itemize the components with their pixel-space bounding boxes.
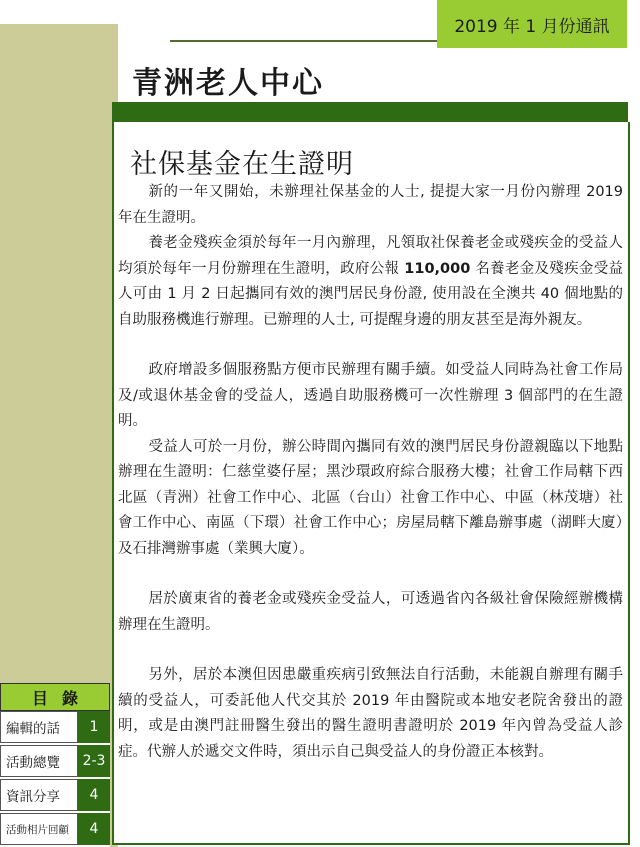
- header-band: [112, 102, 628, 122]
- toc-item-page: 1: [78, 711, 110, 743]
- toc-heading: 目錄: [0, 683, 110, 711]
- toc-item-page: 2-3: [78, 745, 110, 777]
- beneficiary-count: 110,000: [404, 260, 471, 277]
- toc-item[interactable]: [0, 779, 110, 813]
- article-paragraph: 新的一年又開始，未辦理社保基金的人士, 提提大家一月份內辦理 2019 年在生證明。: [118, 184, 623, 226]
- toc-item-page: 4: [78, 813, 110, 845]
- toc-item[interactable]: [0, 711, 110, 745]
- toc-item[interactable]: [0, 813, 110, 847]
- article-paragraph: 養老金殘疾金須於每年一月內辦理，凡領取社保養老金或殘疾金的受益人均須於每年一月份辦理在生證明，政府公報 110,000 名養老金及殘疾金受益人可由 1 月 2 日起攜同有效的澳門居民身份證, 使用設在全澳共 40 個地點的自助服務機進行辦理。已辦理的人士, 可提醒身邊的朋友甚至是海外親友。: [118, 235, 623, 328]
- organization-title: 青洲老人中心: [132, 66, 324, 101]
- article-paragraph: 政府增設多個服務點方便市民辦理有關手續。如受益人同時為社會工作局及/或退休基金會的受益人，透過自助服務機可一次性辦理 3 個部門的在生證明。: [118, 362, 623, 429]
- header-rule: [170, 40, 437, 42]
- toc-item[interactable]: [0, 745, 110, 779]
- article-title: 社保基金在生證明: [130, 149, 354, 180]
- issue-date-badge: [437, 0, 627, 48]
- article-paragraph: 居於廣東省的養老金或殘疾金受益人，可透過省內各級社會保險經辦機構辦理在生證明。: [118, 591, 623, 633]
- table-of-contents: [0, 683, 110, 847]
- article-body: [118, 180, 623, 765]
- article-paragraph: 受益人可於一月份，辦公時間內攜同有效的澳門居民身份證親臨以下地點辦理在生證明：仁慈堂婆仔屋；黑沙環政府綜合服務大樓；社會工作局轄下西北區（青洲）社會工作中心、北區（台山）社會工作中心、中區（林茂塘）社會工作中心、南區（下環）社會工作中心；房屋局轄下離島辦事處（湖畔大廈）及石排灣辦事處（業興大廈）。: [118, 438, 623, 557]
- article-paragraph: 另外，居於本澳但因患嚴重疾病引致無法自行活動，未能親自辦理有關手續的受益人，可委託他人代交其於 2019 年由醫院或本地安老院舍發出的證明，或是由澳門註冊醫生發出的醫生證明書證明於 2019 年內曾為受益人診症。代辦人於遞交文件時，須出示自己與受益人的身份證正本核對。: [118, 667, 623, 760]
- toc-item-label: 編輯的話: [0, 711, 78, 743]
- toc-item-label: 活動相片回顧: [0, 813, 78, 845]
- toc-item-page: 4: [78, 779, 110, 811]
- toc-item-label: 活動總覽: [0, 745, 78, 777]
- issue-date: 2019 年 1 月份通訊: [454, 16, 610, 37]
- toc-item-label: 資訊分享: [0, 779, 78, 811]
